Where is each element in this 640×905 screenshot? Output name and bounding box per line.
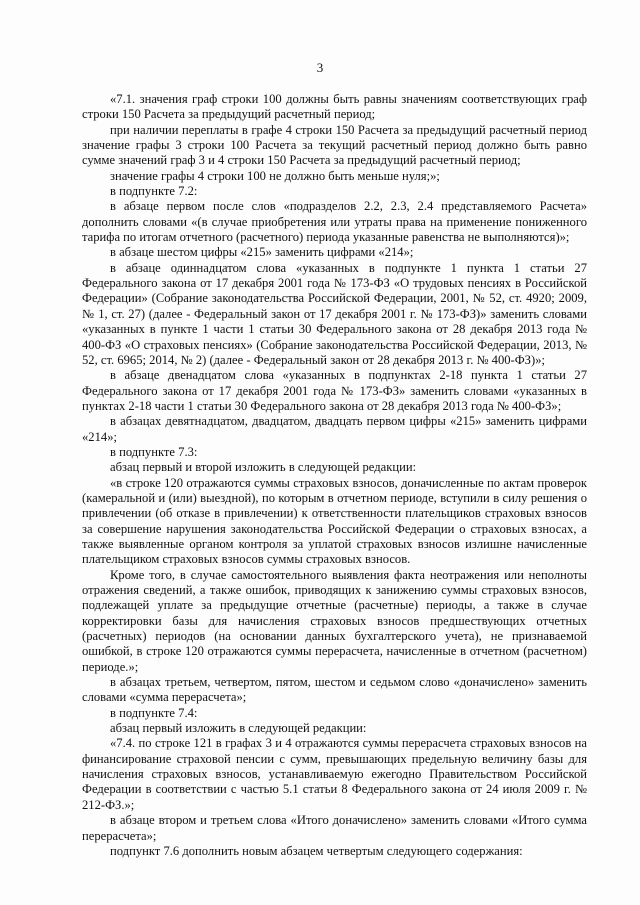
- paragraph: в абзаце втором и третьем слова «Итого доначислено» заменить словами «Итого сумма перерасчета»;: [82, 813, 587, 843]
- paragraph: в подпункте 7.3:: [110, 444, 198, 459]
- paragraph: в абзацах девятнадцатом, двадцатом, двадцать первом цифры «215» заменить цифрами «214»;: [82, 414, 587, 444]
- paragraph: подпункт 7.6 дополнить новым абзацем четвертым следующего содержания:: [110, 843, 523, 858]
- paragraph: в абзацах третьем, четвертом, пятом, шестом и седьмом слово «доначислено» заменить словами «сумма перерасчета»;: [82, 675, 587, 705]
- page-number: 3: [316, 60, 324, 75]
- document-body: [82, 92, 587, 859]
- paragraph: в абзаце первом после слов «подразделов 2.2, 2.3, 2.4 представляемого Расчета» дополнить словами «(в случае приобретения или утраты права на применение пониженного тарифа по итогам отчетного (расчетного) периода указанные равенства не выполняются)»;: [82, 199, 587, 245]
- paragraph: в абзаце двенадцатом слова «указанных в подпунктах 2-18 пункта 1 статьи 27 Федерального закона от 17 декабря 2001 года № 173-ФЗ» заменить словами «указанных в пунктах 2-18 части 1 статьи 30 Федерального закона от 28 декабря 2013 года № 400-ФЗ»;: [82, 368, 587, 413]
- paragraph: «в строке 120 отражаются суммы страховых взносов, доначисленные по актам проверок (камеральной и (или) выездной), по которым в отчетном периоде, вступили в силу решения о привлечении (об отказе в привлечении) к ответственности плательщиков страховых взносов за совершение нарушения законодательства Российской Федерации о страховых взносах, а также выявленные органом контроля за уплатой страховых взносов излишне начисленные плательщиком страховых взносов суммы страховых взносов.: [82, 475, 587, 567]
- paragraph: в подпункте 7.4:: [110, 705, 198, 720]
- paragraph: в подпункте 7.2:: [110, 184, 198, 199]
- paragraph: в абзаце одиннадцатом слова «указанных в подпункте 1 пункта 1 статьи 27 Федерального закона от 17 декабря 2001 года № 173-ФЗ «О трудовых пенсиях в Российской Федерации» (Собрание законодательства Российской Федерации, 2001, № 52, ст. 4920; 2009, № 1, ст. 27) (далее - Федеральный закон от 17 декабря 2001 г. № 173-ФЗ)» заменить словами «указанных в пункте 1 части 1 статьи 30 Федерального закона от 28 декабря 2013 года № 400-ФЗ «О страховых пенсиях» (Собрание законодательства Российской Федерации, 2013, № 52, ст. 6965; 2014, № 2) (далее - Федеральный закон от 28 декабря 2013 г. № 400-ФЗ)»;: [82, 260, 587, 367]
- paragraph: «7.4. по строке 121 в графах 3 и 4 отражаются суммы перерасчета страховых взносов на финансирование страховой пенсии с сумм, превышающих предельную величину базы для начисления страховых взносов, устанавливаемую ежегодно Правительством Российской Федерации в соответствии с частью 5.1 статьи 8 Федерального закона от 24 июля 2009 г. № 212-ФЗ.»;: [82, 736, 587, 812]
- paragraph: значение графы 4 строки 100 не должно быть меньше нуля;»;: [110, 168, 440, 183]
- paragraph: абзац первый и второй изложить в следующей редакции:: [110, 460, 417, 475]
- paragraph: Кроме того, в случае самостоятельного выявления факта неотражения или неполноты отражения сведений, а также ошибок, приводящих к занижению суммы страховых взносов, подлежащей уплате за предыдущие отчетные (расчетные) периоды, а также в случае корректировки базы для начисления страховых взносов предшествующих отчетных (расчетных) периодов (на основании данных бухгалтерского учета), не признаваемой ошибкой, в строке 120 отражаются суммы перерасчета, начисленные в отчетном (расчетном) периоде.»;: [82, 567, 587, 674]
- paragraph: при наличии переплаты в графе 4 строки 150 Расчета за предыдущий расчетный период значение графы 3 строки 100 Расчета за текущий расчетный период должно быть равно сумме значений граф 3 и 4 строки 150 Расчета за предыдущий расчетный период;: [82, 122, 587, 168]
- paragraph: «7.1. значения граф строки 100 должны быть равны значениям соответствующих граф строки 150 Расчета за предыдущий расчетный период;: [82, 92, 587, 122]
- paragraph: абзац первый изложить в следующей редакции:: [110, 721, 367, 736]
- paragraph: в абзаце шестом цифры «215» заменить цифрами «214»;: [110, 245, 414, 260]
